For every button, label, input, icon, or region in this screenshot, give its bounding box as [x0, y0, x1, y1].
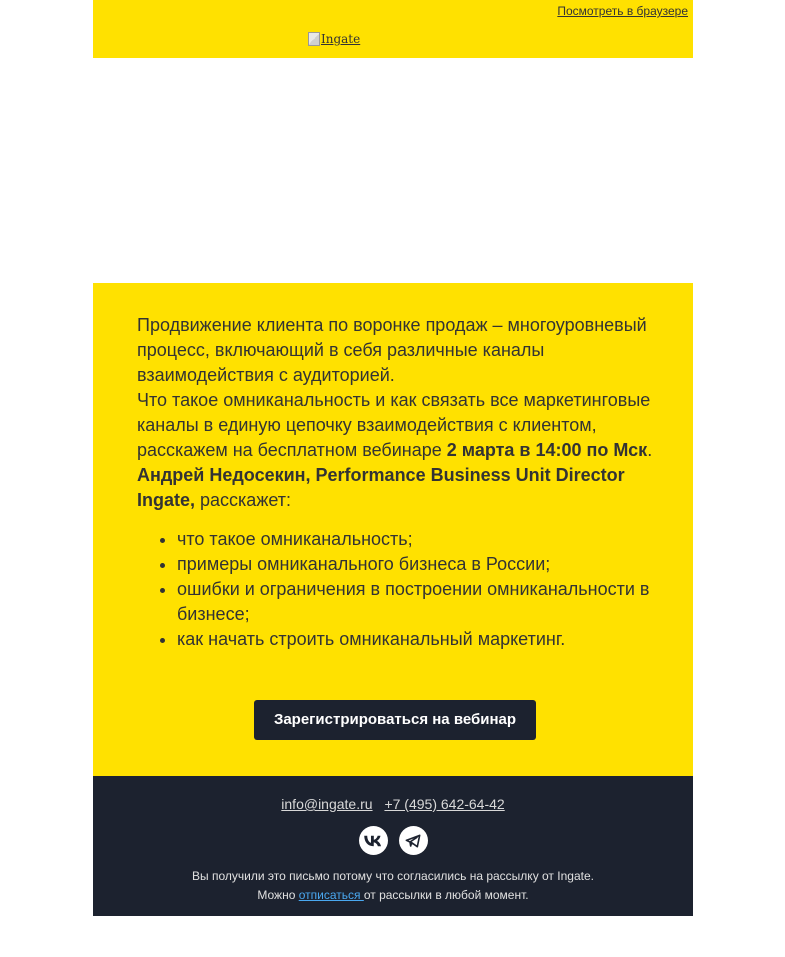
email-content: [93, 283, 693, 776]
notice-line-1: Вы получили это письмо потому что согласились на рассылку от Ingate.: [192, 869, 594, 883]
footer-notice: [93, 867, 693, 905]
webinar-paragraph: [137, 388, 653, 463]
email-link[interactable]: info@ingate.ru: [281, 796, 373, 812]
unsubscribe-link[interactable]: отписаться: [298, 888, 364, 902]
list-item: • примеры омниканального бизнеса в России;: [177, 552, 653, 577]
notice-prefix: Можно: [257, 888, 299, 902]
ingate-logo-link[interactable]: [308, 32, 360, 46]
webinar-date: 2 марта в 14:00 по Мск: [446, 440, 648, 460]
speaker-paragraph: [137, 463, 653, 513]
register-webinar-button[interactable]: Зарегистрироваться на вебинар: [254, 700, 536, 740]
view-in-browser-link[interactable]: Посмотреть в браузере: [557, 4, 688, 18]
logo-alt-text: Ingate: [321, 32, 361, 46]
speaker-rest: расскажет:: [195, 490, 292, 510]
notice-line-2: [93, 886, 693, 905]
notice-suffix: от рассылки в любой момент.: [363, 888, 529, 902]
telegram-icon[interactable]: [399, 826, 428, 855]
webinar-text: Что такое омниканальность и как связать все маркетинговые каналы в единую цепочку взаимодействия с клиентом, расскажем на бесплатном вебинаре: [137, 390, 651, 460]
list-item: • что такое омниканальность;: [177, 527, 653, 552]
intro-paragraph: Продвижение клиента по воронке продаж – многоуровневый процесс, включающий в себя различные каналы взаимодействия с аудиторией.: [137, 315, 647, 385]
email-body: [93, 0, 693, 916]
vk-icon[interactable]: [359, 826, 388, 855]
cta-container: [137, 700, 653, 740]
email-header: [93, 0, 693, 58]
speaker-name: Андрей Недосекин, Performance Business Unit Director Ingate,: [137, 465, 625, 510]
contacts: [93, 796, 693, 812]
topics-list: [137, 527, 653, 652]
hero-image-area: [93, 58, 693, 283]
webinar-period: .: [647, 440, 653, 460]
phone-link[interactable]: +7 (495) 642-64-42: [384, 796, 505, 812]
email-footer: [93, 776, 693, 916]
list-item: • ошибки и ограничения в построении омниканальности в бизнесе;: [177, 577, 653, 627]
social-links: [93, 826, 693, 855]
list-item: • как начать строить омниканальный маркетинг.: [177, 627, 653, 652]
broken-image-icon: [308, 32, 320, 46]
